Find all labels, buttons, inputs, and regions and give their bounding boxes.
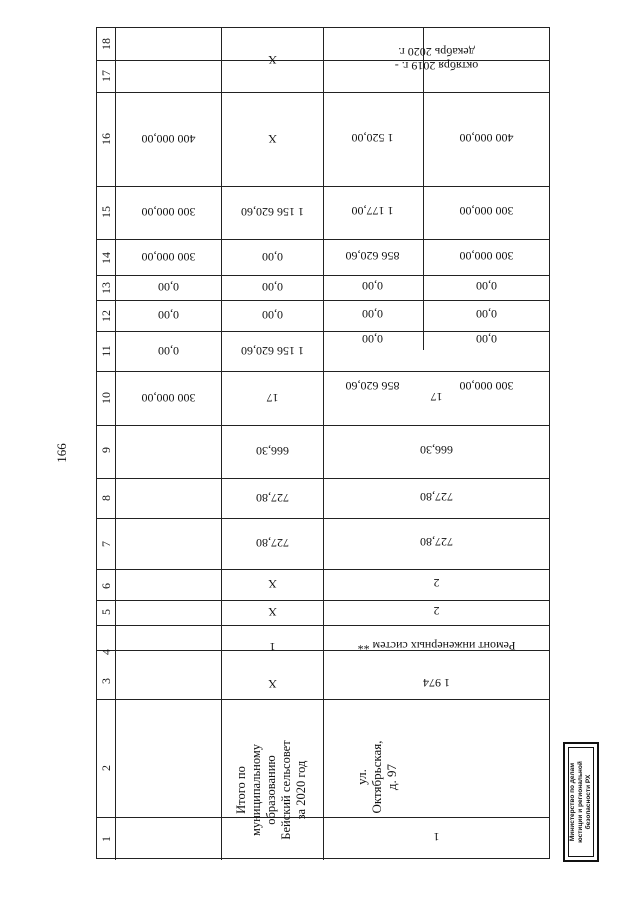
cell-value: 666,30: [256, 444, 289, 459]
cell-value: X: [268, 577, 277, 592]
cell-value: 300 000,00: [141, 250, 196, 264]
object-row-layer: [96, 27, 550, 859]
cell-value: X: [268, 677, 277, 691]
cell-value: Ремонт инженерных систем **: [357, 639, 516, 653]
cell-value: 0,00: [362, 332, 383, 347]
period-end: декабрь 2020 г.: [398, 45, 475, 59]
cell-value: 300 000,00: [459, 249, 514, 263]
cell-value: 856 620,60: [345, 379, 400, 394]
col-number: 16: [99, 133, 113, 145]
address-cell: ул. Октябрьская, д. 97: [353, 740, 399, 814]
cell-value: 300 000,00: [141, 391, 196, 405]
cell-value: 2: [433, 604, 440, 619]
cell-value: 0,00: [476, 332, 497, 347]
col-number: 2: [99, 765, 113, 771]
page-number: 166: [54, 443, 69, 463]
cell-value: 727,80: [256, 491, 289, 505]
col-number: 13: [99, 282, 113, 294]
cell-value: 1: [269, 640, 276, 654]
col-number: 10: [99, 392, 113, 404]
cell-value: 300 000,00: [459, 204, 514, 219]
col-number: 7: [99, 541, 113, 547]
period-cell: [323, 27, 550, 91]
col-number: 8: [99, 495, 113, 501]
cell-value: 727,80: [256, 536, 289, 551]
cell-value: 1 156 620,60: [241, 344, 304, 358]
total-label: Итого по муниципальному образованию Бейский сельсовет за 2020 год: [233, 740, 308, 840]
cell-value: 0,00: [158, 344, 179, 358]
cell-value: 727,80: [420, 535, 453, 550]
cell-value: 1 177,00: [351, 204, 394, 219]
cell-value: 300 000,00: [141, 205, 196, 220]
col-number: 3: [99, 678, 113, 684]
cell-value: X: [268, 53, 277, 67]
col-number: 11: [99, 345, 113, 357]
row-number: 1: [433, 830, 440, 845]
col-number: 4: [99, 649, 113, 655]
stamp-line: юстиции и региональной: [577, 761, 584, 843]
col-number: 1: [99, 836, 113, 842]
col-number: 18: [99, 38, 113, 50]
cell-value: 17: [430, 390, 443, 404]
cell-value: 0,00: [262, 280, 283, 295]
cell-value: 1 520,00: [351, 131, 394, 145]
cell-value: 0,00: [262, 308, 283, 323]
col-number: 9: [99, 447, 113, 453]
cell-value: 17: [266, 391, 279, 405]
col-number: 15: [99, 206, 113, 218]
cell-value: 0,00: [158, 280, 179, 295]
col-number: 5: [99, 609, 113, 615]
ministry-stamp: [563, 742, 599, 862]
cell-value: 0,00: [262, 250, 283, 264]
cell-value: X: [268, 605, 277, 620]
cell-value: 2: [433, 576, 440, 591]
cell-value: X: [268, 132, 277, 146]
cell-value: 300 000,00: [459, 379, 514, 394]
col-number: 17: [99, 70, 113, 82]
col-number: 6: [99, 583, 113, 589]
stamp-line: безопасности РХ: [585, 774, 592, 830]
cell-value: 400 000,00: [459, 131, 514, 145]
stamp-line: Министерство по делам: [569, 762, 576, 842]
cell-value: 0,00: [362, 279, 383, 294]
cell-value: 727,80: [420, 490, 453, 504]
cell-value: 666,30: [420, 443, 453, 458]
cell-value: 0,00: [158, 308, 179, 323]
cell-value: 1 974: [423, 676, 450, 690]
col-number: 14: [99, 252, 113, 264]
cell-value: 0,00: [476, 307, 497, 322]
col-number: 12: [99, 310, 113, 322]
cell-value: 856 620,60: [345, 249, 400, 263]
period-start: октября 2019 г. -: [394, 59, 479, 73]
cell-value: 1 156 620,60: [241, 205, 304, 220]
cell-value: 0,00: [362, 307, 383, 322]
cell-value: 400 000,00: [141, 132, 196, 146]
cell-value: 0,00: [476, 279, 497, 294]
